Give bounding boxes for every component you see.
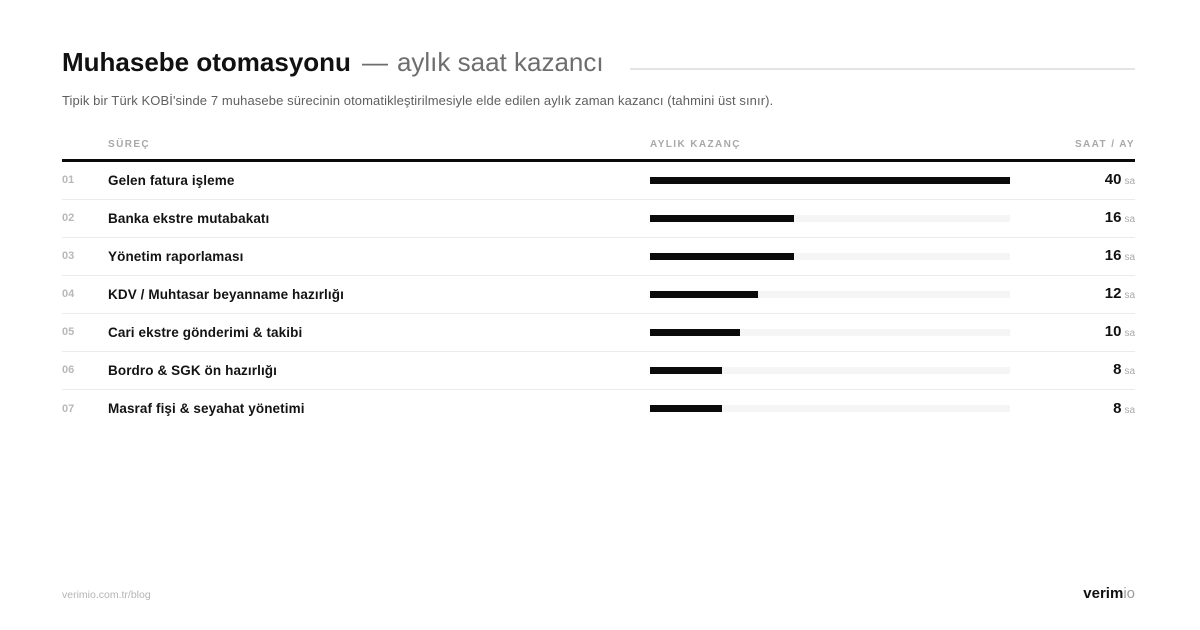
footer — [62, 585, 1135, 602]
bar-track — [650, 291, 1010, 298]
process-label: Gelen fatura işleme — [108, 172, 235, 188]
process-table — [62, 139, 1135, 428]
hours-number: 40 — [1104, 171, 1122, 189]
bar-track — [650, 253, 1010, 260]
row-index: 01 — [62, 174, 75, 187]
table-row — [62, 352, 1135, 390]
bar-fill — [650, 253, 794, 260]
hours-unit: sa — [1124, 214, 1135, 226]
process-label: Cari ekstre gönderimi & takibi — [108, 324, 303, 340]
column-header-hours-per-month: SAAT / AY — [1074, 138, 1135, 150]
title-rule — [630, 68, 1135, 70]
table-header — [62, 139, 1135, 162]
hours-value — [1010, 171, 1135, 189]
process-label: KDV / Muhtasar beyanname hazırlığı — [108, 286, 344, 302]
title-main: Muhasebe otomasyonu — [62, 47, 351, 77]
bar-track — [650, 215, 1010, 222]
row-index: 07 — [62, 402, 75, 415]
bar-track — [650, 367, 1010, 374]
hours-number: 12 — [1104, 285, 1122, 303]
bar-fill — [650, 177, 1010, 184]
hours-number: 10 — [1104, 323, 1122, 341]
bar-track — [650, 329, 1010, 336]
row-index: 05 — [62, 326, 75, 339]
hours-number: 8 — [1113, 361, 1122, 379]
table-row — [62, 314, 1135, 352]
bar-track — [650, 405, 1010, 412]
table-row — [62, 162, 1135, 200]
hours-value — [1010, 400, 1135, 418]
process-label: Banka ekstre mutabakatı — [108, 210, 270, 226]
hours-value — [1010, 361, 1135, 379]
bar-fill — [650, 405, 722, 412]
hours-value — [1010, 285, 1135, 303]
table-row — [62, 238, 1135, 276]
title-subpart: aylık saat kazancı — [396, 47, 604, 77]
bar-fill — [650, 329, 740, 336]
row-index: 06 — [62, 364, 75, 377]
brand-logo-bold: verim — [1083, 585, 1124, 602]
process-label: Bordro & SGK ön hazırlığı — [108, 362, 278, 378]
brand-logo — [1083, 585, 1135, 602]
table-row — [62, 276, 1135, 314]
bar-track — [650, 177, 1010, 184]
bar-fill — [650, 291, 758, 298]
hours-number: 16 — [1104, 247, 1122, 265]
hours-unit: sa — [1124, 328, 1135, 340]
hours-value — [1010, 247, 1135, 265]
hours-unit: sa — [1124, 252, 1135, 264]
hours-unit: sa — [1124, 366, 1135, 378]
hours-value — [1010, 323, 1135, 341]
table-row — [62, 390, 1135, 428]
bar-fill — [650, 367, 722, 374]
hours-unit: sa — [1124, 176, 1135, 188]
row-index: 04 — [62, 288, 75, 301]
row-index: 02 — [62, 212, 75, 225]
process-label: Yönetim raporlaması — [108, 248, 244, 264]
hours-unit: sa — [1124, 404, 1135, 416]
brand-logo-light: io — [1123, 585, 1135, 602]
footer-url: verimio.com.tr/blog — [62, 589, 151, 601]
hours-unit: sa — [1124, 290, 1135, 302]
page-title — [62, 48, 604, 77]
table-row — [62, 200, 1135, 238]
process-label: Masraf fişi & seyahat yönetimi — [108, 401, 305, 417]
hours-value — [1010, 209, 1135, 227]
row-index: 03 — [62, 250, 75, 263]
hours-number: 8 — [1113, 399, 1122, 417]
column-header-process: SÜREÇ — [108, 138, 151, 150]
column-header-monthly-gain: AYLIK KAZANÇ — [650, 138, 741, 150]
title-dash: — — [361, 47, 388, 77]
bar-fill — [650, 215, 794, 222]
title-row — [62, 48, 1135, 77]
hours-number: 16 — [1104, 209, 1122, 227]
subtitle: Tipik bir Türk KOBİ'sinde 7 muhasebe sürecinin otomatikleştirilmesiyle elde edilen aylık zaman kazancı (tahmini üst sınır). — [62, 92, 774, 108]
